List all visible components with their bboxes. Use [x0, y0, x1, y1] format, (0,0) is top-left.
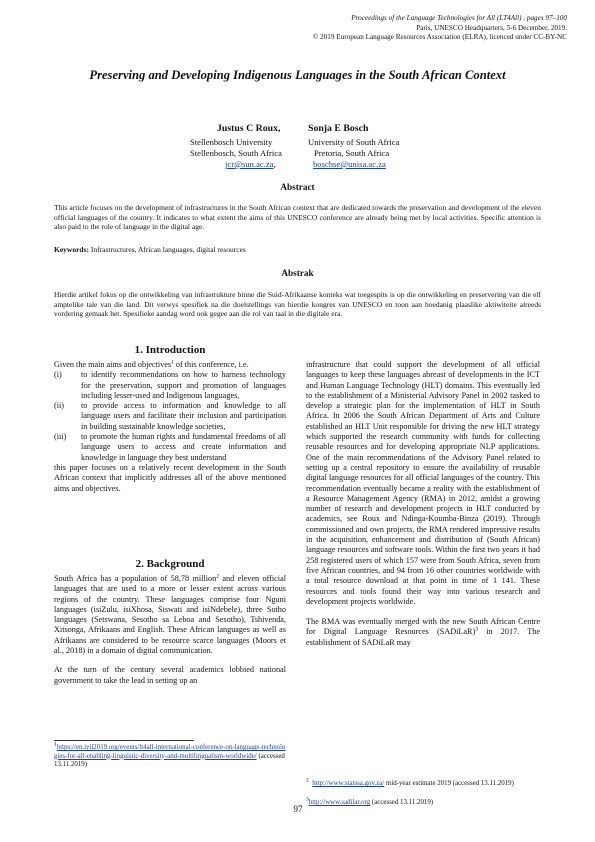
footnote-marker: 3	[306, 796, 309, 803]
background-paragraph	[54, 574, 286, 656]
author-email-link[interactable]: jcr@sun.ac.za	[225, 159, 274, 169]
footnote-marker: 2	[306, 777, 309, 784]
email-separator: ,	[273, 159, 276, 169]
list-text: to identify recommendations on how to harness technology for the preservation, support and promotion of languages including lesser-used and Indigenous languages,	[81, 370, 286, 400]
footnote-3-link[interactable]: http://www.sadilar.org	[308, 799, 371, 806]
author-block-2	[308, 123, 428, 170]
footnote-ref: 3	[475, 626, 478, 633]
footnote-3	[306, 796, 540, 808]
body-text: in 2017. The establishment of SADiLaR may	[306, 627, 540, 647]
list-item	[54, 370, 286, 401]
author-affiliation: University of South Africa	[308, 137, 400, 147]
footnote-3-note: (accessed 13.11.2019)	[370, 799, 434, 806]
proceedings-header	[147, 14, 567, 43]
list-text: to promote the human rights and fundamental freedoms of all language users to access and create information and knowledge in language they best understand	[81, 432, 286, 462]
footnote-2-link[interactable]: http://www.statssa.gov.za/	[312, 780, 385, 787]
footnote-2-note: mid-year estimate 2019 (accessed 13.11.2019)	[384, 780, 514, 787]
list-item	[54, 432, 286, 463]
footnote-1-link[interactable]: https://en.iyil2019.org/events/lt4all-international-conference-on-language-technologies-for-all-enabling-linguistic-diversity-and-multilingualism-worldwide/	[54, 744, 286, 760]
background-heading: 2. Background	[135, 558, 205, 570]
footnote-1	[54, 741, 286, 770]
abstract-heading: Abstract	[280, 182, 315, 192]
keywords	[54, 245, 541, 255]
footnote-1-note: (accessed 13.11.2019)	[54, 752, 285, 769]
page-number: 97	[293, 804, 303, 814]
paper-title: Preserving and Developing Indigenous Languages in the South African Context	[89, 68, 506, 82]
intro-text: of this conference, i.e.	[173, 360, 249, 369]
list-number: (ii)	[54, 401, 65, 411]
introduction-closing: this paper focuses on a relatively recent development in the South African context that implicitly addresses all of the above mentioned aims and objectives.	[54, 462, 286, 493]
background-text: South Africa has a population of 58,78 million	[54, 574, 217, 583]
right-column-body	[306, 360, 540, 648]
abstract-text: This article focuses on the development of infrastructures in the South African context that are dedicated towards the preservation and development of the eleven official languages of the country. It indicates to what extent the aims of this UNESCO conference are already being met by local activities. Specific attention is also paid to the role of language in the digital age.	[54, 203, 541, 232]
author-location: Pretoria, South Africa	[314, 148, 390, 158]
background-body	[54, 574, 286, 686]
author-email-link[interactable]: boschse@unisa.ac.za	[313, 159, 386, 169]
author-name: Justus C Roux,	[217, 123, 281, 134]
introduction-lead	[54, 360, 286, 370]
list-text: to provide access to information and knowledge to all language users and facilitate their inclusion and participation in building sustainable knowledge societies,	[81, 401, 286, 431]
author-affiliation: Stellenbosch University	[190, 137, 273, 147]
author-location: Stellenbosch, South Africa	[190, 148, 282, 158]
footnote-ref: 1	[171, 359, 174, 366]
keywords-label: Keywords:	[54, 245, 89, 254]
introduction-body	[54, 360, 286, 494]
venue-line: Paris, UNESCO Headquarters, 5-6 December, 2019.	[416, 23, 567, 32]
background-text: and eleven official languages that are used to a more or lesser extent across various regions of the country. These languages comprise four Nguni languages (isiZulu, isiXhosa, Siswati and isiNdebele), three Sotho languages (Setswana, Sesotho sa Leboa and Sesotho), Tshivenda, Xitsonga, Afrikaans and English. These African languages as well as Afrikaans are considered to be resource scarce languages (Moors et al., 2018) in a domain of digital communication.	[54, 574, 286, 656]
footnote-ref: 2	[216, 573, 219, 580]
footnote-divider	[54, 740, 194, 741]
body-paragraph	[306, 617, 540, 648]
copyright-line: © 2019 European Language Resources Association (ELRA), licenced under CC-BY-NC	[312, 33, 567, 41]
intro-text: Given the main aims and objectives	[54, 360, 172, 369]
abstrak-heading: Abstrak	[281, 268, 314, 278]
body-paragraph: infrastructure that could support the development of all official languages to keep these languages abreast of developments in the ICT and Human Language Technology (HLT) domains. This eventually led to the establishment of a Ministerial Advisory Panel in 2002 tasked to develop a strategic plan for the implementation of HLT in South Africa. In 2006 the South African Department of Arts and Culture established an HLT Unit responsible for driving the new HLT strategy which supported the research community with funds for collecting reusable resources and for developing appropriate NLP applications. One of the main recommendations of the Advisory Panel related to setting up a central repository to ensure the availability of reusable digital language resources for all official languages of the country. This recommendation eventually became a reality with the establishment of a Resource Management Agency (RMA) in 2012, amidst a growing number of research and development projects in HLT conducted by academics, see Roux and Ndinga-Koumba-Binza (2019). Through commissioned and own projects, the RMA rendered impressive results in the acquisition, enhancement and distribution of (South African) language resources and software tools. Within the first two years it had 258 registered users of which 157 were from South Africa, seven from five African countries, and 94 from 16 other countries worldwide with a total resource download at that point in time of 1 141. These resources and tools found their way into various research and development projects worldwide.	[306, 360, 540, 606]
list-number: (i)	[54, 370, 62, 380]
footnote-2	[306, 777, 540, 789]
keywords-text: Infrastructures, African languages, digital resources	[89, 245, 246, 254]
proceedings-line: Proceedings of the Language Technologies for All (LT4All) , pages 97–100	[351, 14, 567, 22]
abstrak-text: Hierdie artikel fokus op die ontwikkeling van infrastrukture binne die Suid-Afrikaanse konteks wat toegespits is op die ontwikkeling en preservering van die elf amptelike tale van die land. Dit verwys spesifiek na die doelstellings van hierdie kongres van UNESCO en toon aan hoedanig plaaslike aktiwiteite alreeds vordering gemaak het. Spesifieke aandag word ook gegee aan die rol van taal in die digitale era.	[54, 290, 541, 319]
background-paragraph: At the turn of the century several academics lobbied national government to take the lead in setting up an	[54, 665, 286, 685]
author-name: Sonja E Bosch	[308, 123, 369, 134]
introduction-heading: 1. Introduction	[134, 344, 206, 356]
footnote-marker: 1	[54, 741, 57, 748]
list-number: (iii)	[54, 432, 67, 442]
body-text: The RMA was eventually merged with the new South African Centre for Digital Language Resources (SADiLaR)	[306, 617, 540, 637]
list-item	[54, 401, 286, 432]
author-block-1	[190, 123, 310, 170]
